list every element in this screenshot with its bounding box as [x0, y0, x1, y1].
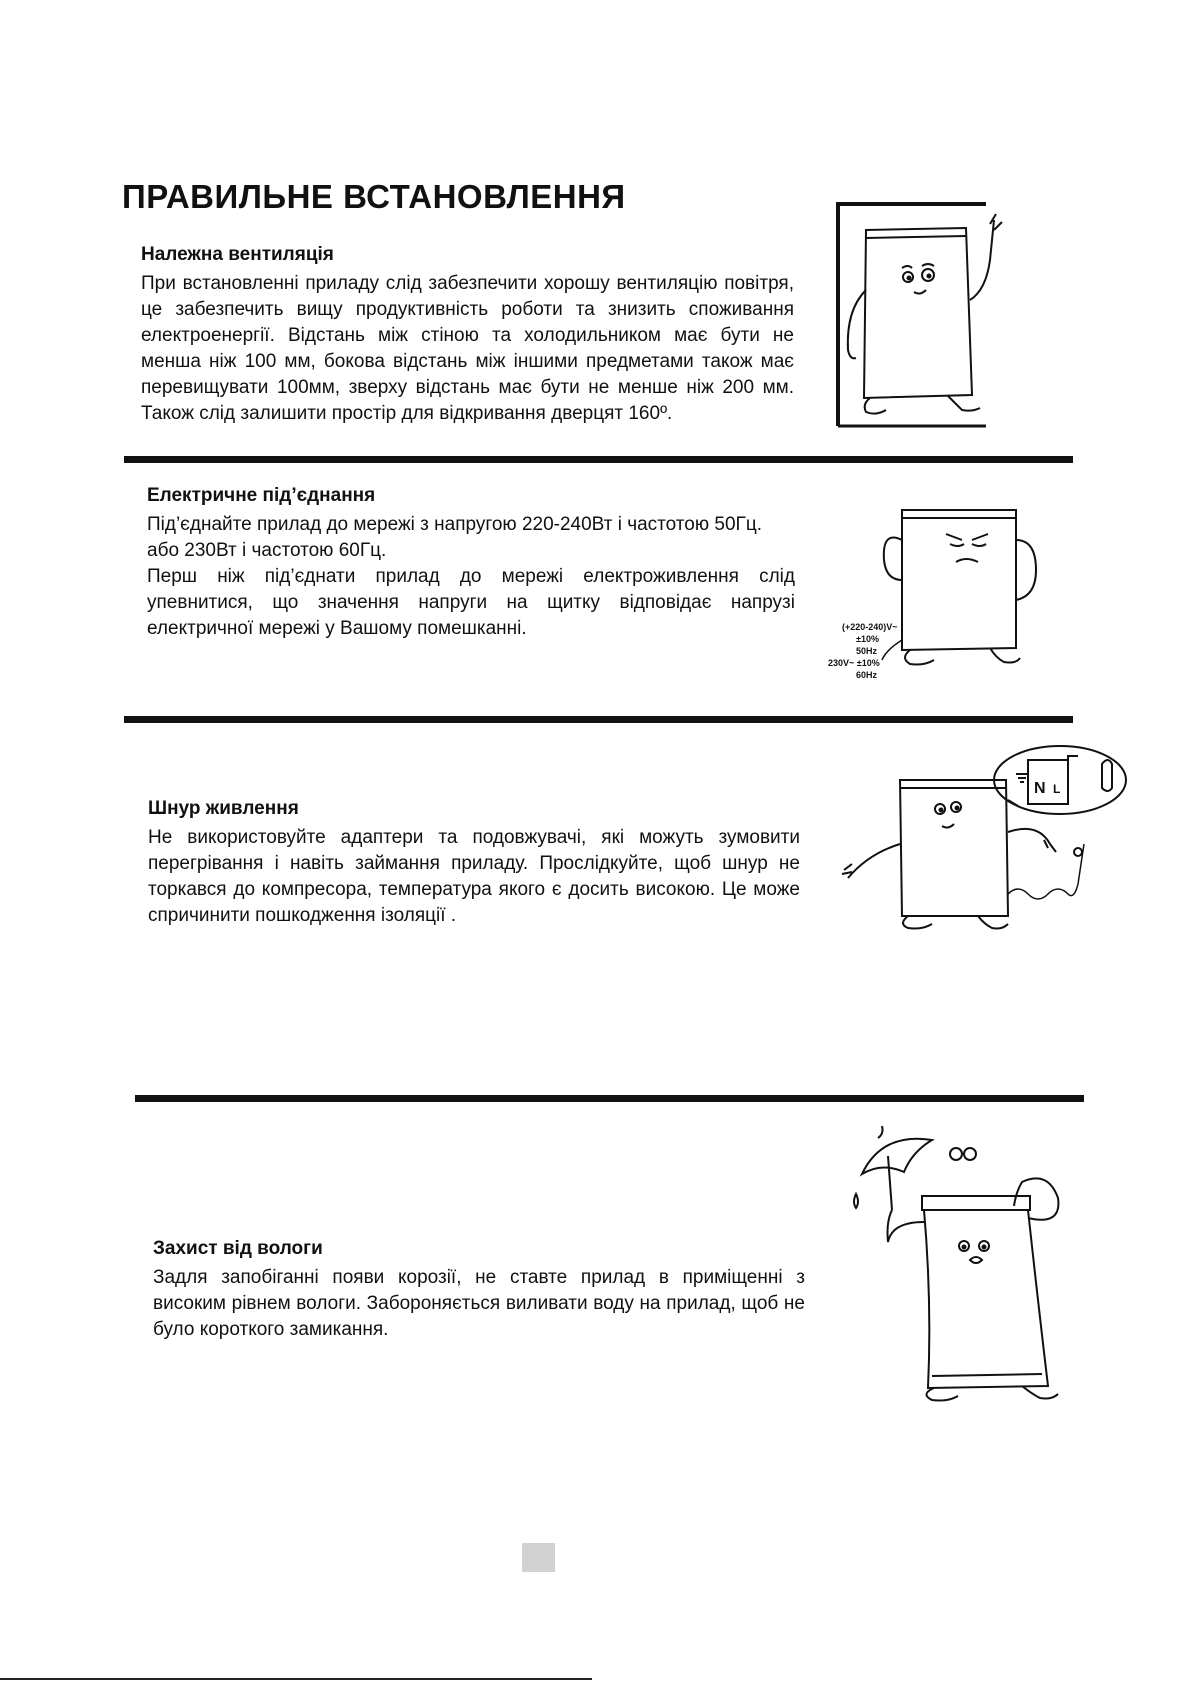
ventilation-body: При встановленні приладу слід забезпечити хорошу вентиляцію повітря, це забезпечить вищу продуктивність роботи та знизить споживання електроенергії. Відстань між стіною та холодильником має бути не менша ніж 100 мм, бокова відстань між іншими предметами також має перевищувати 100мм, зверху відстань має бути не менше ніж 200 мм. Також слід залишити простір для відкривання дверцят 160º.	[141, 273, 794, 424]
tolerance-label-1: ±10%	[856, 634, 879, 644]
section-electrical	[147, 484, 795, 642]
section-divider	[135, 1095, 1084, 1102]
section-divider	[124, 456, 1073, 463]
moisture-heading: Захист від вологи	[153, 1238, 323, 1259]
frequency-label-2: 60Hz	[856, 670, 878, 680]
fridge-power-cord-illustration	[838, 744, 1128, 940]
fridge-moisture-illustration	[852, 1122, 1072, 1402]
electrical-heading: Електричне під’єднання	[147, 485, 376, 506]
moisture-body: Задля запобіганні появи корозії, не ставте прилад в приміщенні з високим рівнем вологи. Забороняється виливати воду на прилад, щоб не було короткого замикання.	[153, 1267, 805, 1340]
page-number	[522, 1543, 555, 1572]
frequency-label-1: 50Hz	[856, 646, 878, 656]
ventilation-heading: Належна вентиляція	[141, 244, 334, 265]
voltage-label-2: 230V~ ±10%	[828, 658, 880, 668]
footer-line	[0, 1678, 592, 1680]
section-ventilation	[141, 243, 794, 427]
electrical-body-2: Перш ніж під’єднати прилад до мережі електроживлення слід упевнитися, що значення напруги на щитку відповідає напрузі електричної мережі у Вашому помешканні.	[147, 566, 795, 639]
fridge-ventilation-illustration	[836, 200, 1036, 430]
power-cord-body: Не використовуйте адаптери та подовжувачі, які можуть зумовити перегрівання і навіть займання приладу. Прослідкуйте, щоб шнур не торкався до компресора, температура якого є досить високою. Це може спричинити пошкодження ізоляції .	[148, 827, 800, 926]
section-divider	[124, 716, 1073, 723]
power-cord-heading: Шнур живлення	[148, 798, 299, 819]
section-moisture	[153, 1237, 805, 1343]
fridge-electrical-illustration	[826, 500, 1036, 700]
socket-label-l: L	[1053, 782, 1061, 796]
socket-label-n: N	[1034, 780, 1046, 797]
page-title: ПРАВИЛЬНЕ ВСТАНОВЛЕННЯ	[122, 178, 626, 215]
section-power-cord	[148, 797, 800, 929]
electrical-body-1: Під’єднайте прилад до мережі з напругою 220-240Вт і частотою 50Гц. або 230Вт і частотою 60Гц.	[147, 514, 762, 561]
voltage-label-1: (+220-240)V~	[842, 622, 898, 632]
